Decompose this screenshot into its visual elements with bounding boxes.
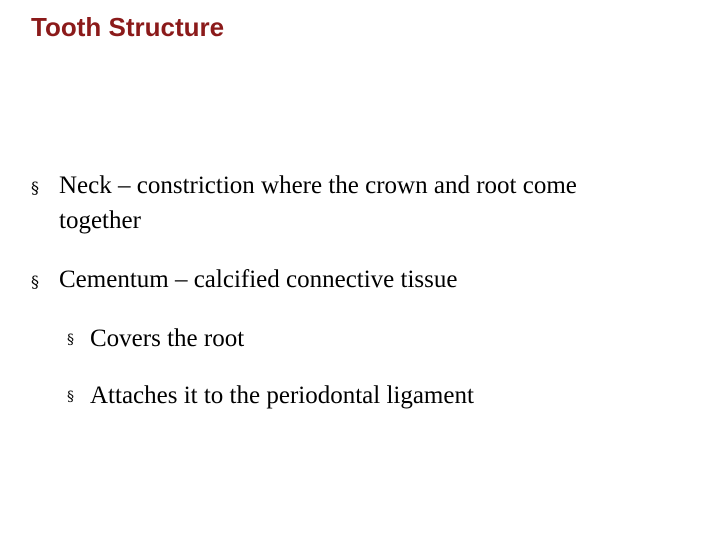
bullet-text bbox=[59, 168, 577, 238]
bullet-text-line: Neck – constriction where the crown and root come bbox=[59, 172, 577, 199]
bullet-text: Covers the root bbox=[90, 325, 245, 352]
bullet-marker-icon: § bbox=[31, 272, 39, 291]
bullet-text-line: together bbox=[59, 207, 141, 234]
slide-title: Tooth Structure bbox=[31, 12, 225, 42]
bullet-text: Attaches it to the periodontal ligament bbox=[90, 382, 474, 409]
bullet-text: Cementum – calcified connective tissue bbox=[59, 266, 458, 293]
bullet-marker-icon: § bbox=[67, 332, 74, 348]
bullet-marker-icon: § bbox=[67, 389, 74, 405]
bullet-marker-icon: § bbox=[31, 178, 39, 197]
